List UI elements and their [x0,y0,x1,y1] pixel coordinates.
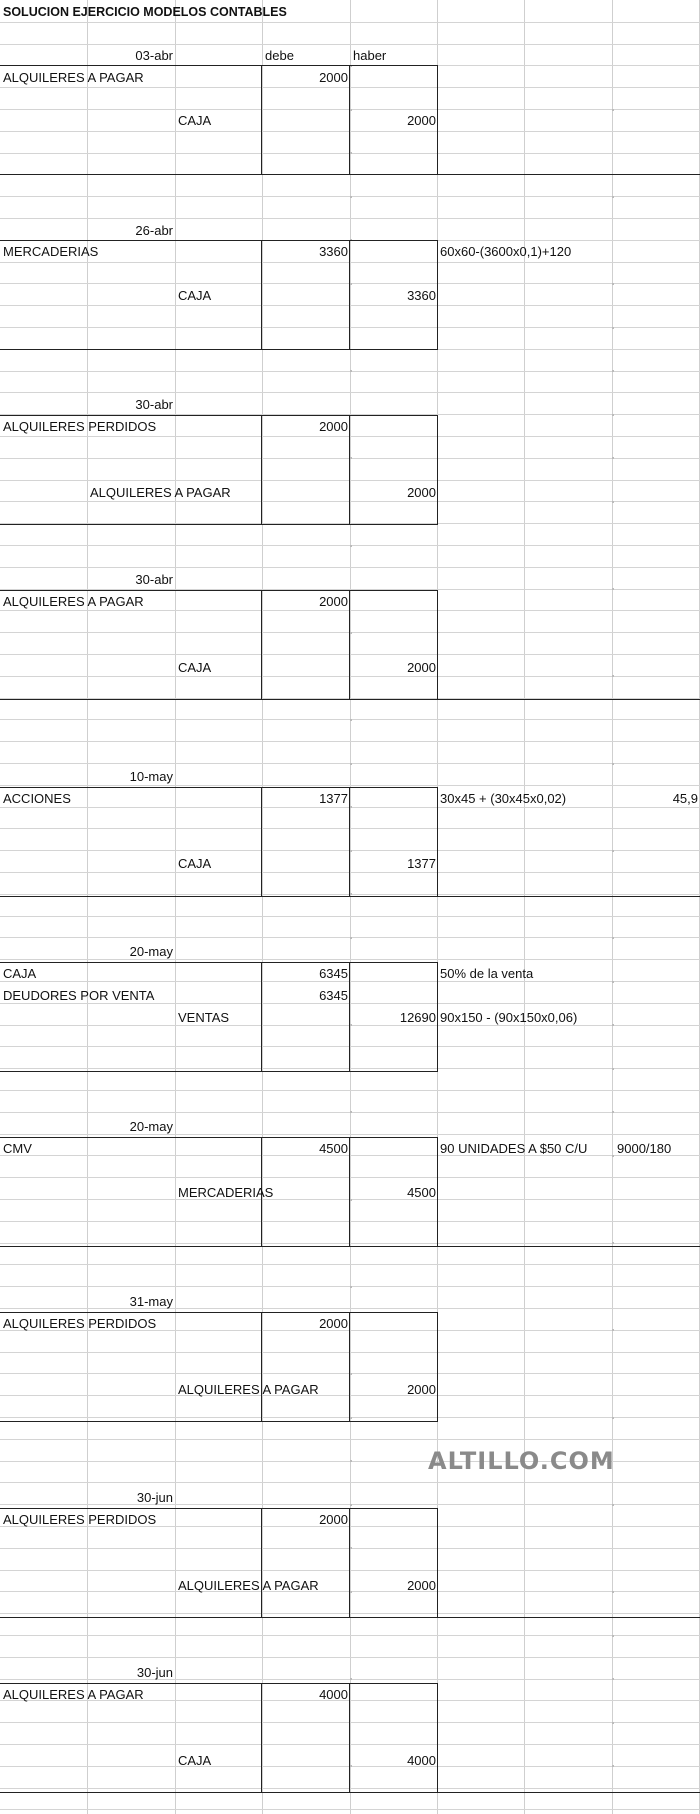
grid-dot [612,414,614,416]
row-gridline [0,567,700,568]
credit-amount: 4500 [407,1185,436,1200]
debit-account: ALQUILERES PERDIDOS [3,419,157,434]
calculation-note: 90 UNIDADES A $50 C/U [440,1141,588,1156]
debit-amount: 2000 [319,419,348,434]
grid-dot [612,457,614,459]
grid-dot [350,1111,352,1113]
debit-amount: 2000 [319,70,348,85]
credit-amount: 2000 [407,1578,436,1593]
credit-account: CAJA [178,288,212,303]
grid-dot [612,1242,614,1244]
grid-dot [612,675,614,677]
entry-separator [0,1617,700,1618]
credit-account: ALQUILERES A PAGAR [90,485,231,500]
debit-amount: 1377 [319,791,348,806]
grid-dot [612,1024,614,1026]
altillo-watermark: ALTILLO.COM [428,1447,615,1475]
grid-dot [612,1504,614,1506]
debit-amount: 6345 [319,988,348,1003]
grid-dot [612,1722,614,1724]
row-gridline [0,1809,700,1810]
entry-separator [0,896,700,897]
debit-account: CAJA [3,966,37,981]
column-gridline [524,0,525,1814]
credit-account: VENTAS [178,1010,230,1025]
entry-date: 30-jun [136,1665,173,1680]
grid-dot [350,719,352,721]
grid-dot [612,763,614,765]
entry-date: 31-may [129,1294,173,1309]
debit-amount: 6345 [319,966,348,981]
grid-dot [612,1765,614,1767]
sheet-title: SOLUCION EJERCICIO MODELOS CONTABLES [3,5,287,19]
entry-date: 30-abr [135,397,173,412]
credit-amount: 2000 [407,113,436,128]
entry-separator [0,1792,700,1793]
grid-dot [612,1635,614,1637]
calculation-note: 45,9 [672,791,698,806]
grid-dot [612,327,614,329]
debit-amount: 4000 [319,1687,348,1702]
grid-dot [612,1111,614,1113]
row-gridline [0,1635,700,1636]
credit-amount: 12690 [399,1010,436,1025]
credit-amount: 2000 [407,660,436,675]
debit-amount: 4500 [319,1141,348,1156]
debe-header: debe [265,48,294,63]
entry-date: 10-may [129,769,173,784]
grid-dot [612,501,614,503]
grid-dot [350,545,352,547]
calculation-note: 30x45 + (30x45x0,02) [440,791,567,806]
calculation-note: 60x60-(3600x0,1)+120 [440,244,572,259]
debit-account: ACCIONES [3,791,71,806]
credit-amount: 2000 [407,1382,436,1397]
credit-account: ALQUILERES A PAGAR [178,1578,319,1593]
grid-dot [350,1504,352,1506]
credit-account: CAJA [178,1753,212,1768]
entry-separator [0,1246,700,1247]
grid-dot [612,109,614,111]
entry-date: 30-abr [135,572,173,587]
grid-dot [350,1460,352,1462]
row-gridline [0,1264,700,1265]
credit-amount: 3360 [407,288,436,303]
grid-dot [612,588,614,590]
grid-dot [350,937,352,939]
grid-dot [350,196,352,198]
grid-dot [350,370,352,372]
debit-account: ALQUILERES PERDIDOS [3,1316,157,1331]
row-gridline [0,1657,700,1658]
debit-amount: 3360 [319,244,348,259]
debit-account: DEUDORES POR VENTA [3,988,155,1003]
credit-amount: 4000 [407,1753,436,1768]
debit-amount: 2000 [319,1316,348,1331]
entry-date: 30-jun [136,1490,173,1505]
grid-dot [612,1591,614,1593]
row-gridline [0,741,700,742]
entry-separator [0,699,700,700]
entry-separator [0,174,700,175]
grid-dot [612,370,614,372]
credit-amount: 2000 [407,485,436,500]
credit-account: ALQUILERES A PAGAR [178,1382,319,1397]
debit-account: ALQUILERES A PAGAR [3,1687,144,1702]
debit-account: MERCADERIAS [3,244,99,259]
debit-account: CMV [3,1141,32,1156]
column-gridline [612,0,613,1814]
credit-amount: 1377 [407,856,436,871]
debit-amount: 2000 [319,1512,348,1527]
credit-account: MERCADERIAS [178,1185,274,1200]
credit-account: CAJA [178,113,212,128]
grid-dot [612,1678,614,1680]
entry-date: 26-abr [135,223,173,238]
grid-dot [612,1417,614,1419]
credit-account: CAJA [178,856,212,871]
calculation-note: 9000/180 [617,1141,672,1156]
calculation-note: 90x150 - (90x150x0,06) [440,1010,578,1025]
debit-amount: 2000 [319,594,348,609]
row-gridline [0,218,700,219]
row-gridline [0,1439,700,1440]
haber-header: haber [353,48,387,63]
grid-dot [612,196,614,198]
debit-account: ALQUILERES A PAGAR [3,594,144,609]
grid-dot [612,981,614,983]
grid-dot [612,1068,614,1070]
calculation-note: 50% de la venta [440,966,534,981]
grid-dot [612,850,614,852]
grid-dot [612,937,614,939]
row-gridline [0,1090,700,1091]
entry-date: 03-abr [135,48,173,63]
debit-account: ALQUILERES A PAGAR [3,70,144,85]
entry-date: 20-may [129,1119,173,1134]
entry-date: 20-may [129,944,173,959]
row-gridline [0,916,700,917]
grid-dot [350,763,352,765]
row-gridline [0,1482,700,1483]
credit-account: CAJA [178,660,212,675]
grid-dot [350,1678,352,1680]
debit-account: ALQUILERES PERDIDOS [3,1512,157,1527]
grid-dot [612,283,614,285]
grid-dot [350,1286,352,1288]
row-gridline [0,392,700,393]
grid-dot [612,1329,614,1331]
